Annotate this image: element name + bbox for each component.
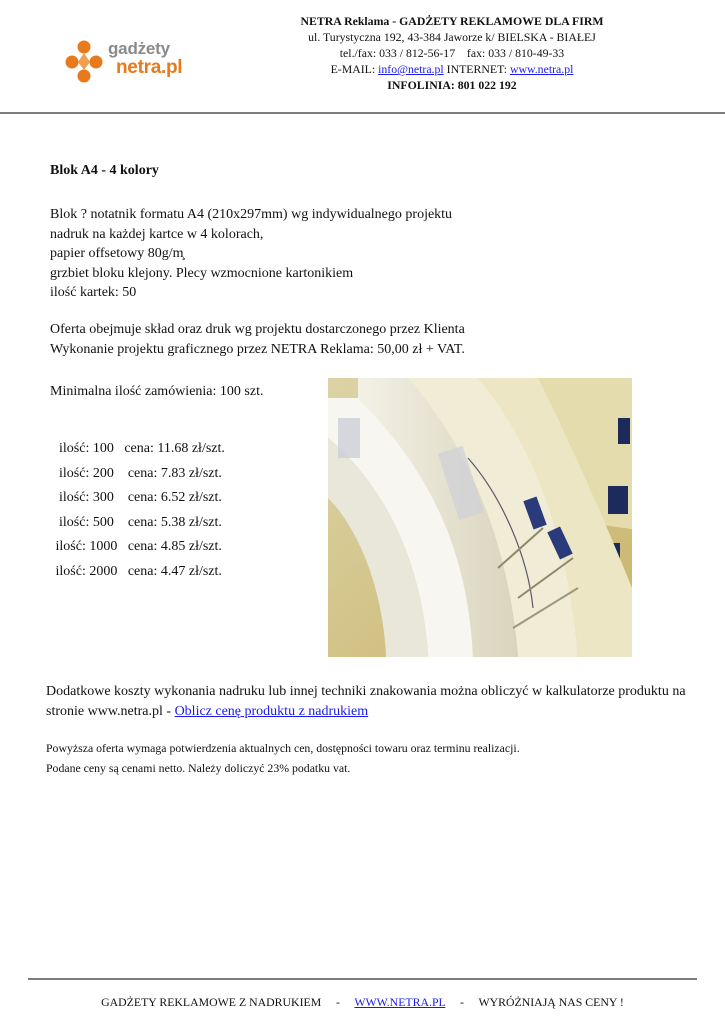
email-link[interactable]: info@netra.pl <box>378 62 444 76</box>
calculator-info <box>46 682 706 722</box>
product-description <box>50 205 452 303</box>
company-phones: tel./fax: 033 / 812-56-17 fax: 033 / 810-49-33 <box>339 46 565 60</box>
website-link[interactable]: www.netra.pl <box>509 62 574 76</box>
price-row: ilość: 500 cena: 5.38 zł/szt. <box>52 514 222 530</box>
price-row: ilość: 200 cena: 7.83 zł/szt. <box>52 465 222 481</box>
disclaimer-line: Powyższa oferta wymaga potwierdzenia aktualnych cen, dostępności towaru oraz terminu realizacji. <box>46 741 520 755</box>
company-logo <box>62 38 198 86</box>
price-row: ilość: 1000 cena: 4.85 zł/szt. <box>52 539 222 555</box>
price-row: ilość: 2000 cena: 4.47 zł/szt. <box>52 563 222 579</box>
logo-word-netra: netra.pl <box>116 57 183 78</box>
description-line: ilość kartek: 50 <box>50 285 137 300</box>
description-line: nadruk na każdej kartce w 4 kolorach, <box>50 226 264 242</box>
footer-left-text: GADŻETY REKLAMOWE Z NADRUKIEM - <box>101 995 355 1009</box>
infolinia: INFOLINIA: 801 022 192 <box>387 78 517 92</box>
product-title: Blok A4 - 4 kolory <box>50 163 159 178</box>
calculator-text: Dodatkowe koszty wykonania nadruku lub innej techniki znakowania można obliczyć w kalkulatorze produktu na stronie www.netra.pl - <box>46 684 686 719</box>
logo-word-gadzety: gadżety <box>108 39 170 58</box>
description-line: grzbiet bloku klejony. Plecy wzmocnione kartonikiem <box>50 265 354 281</box>
offer-line: Oferta obejmuje skład oraz druk wg projektu dostarczonego przez Klienta <box>50 322 465 337</box>
description-line: papier offsetowy 80g/m̧ <box>50 246 184 261</box>
contact-line <box>252 61 652 77</box>
email-label: E-MAIL: <box>330 62 379 76</box>
offer-info <box>50 320 465 359</box>
footer <box>0 995 725 1010</box>
calculator-link[interactable]: Oblicz cenę produktu z nadrukiem <box>174 704 369 719</box>
product-photo <box>328 378 632 657</box>
company-name: NETRA Reklama - GADŻETY REKLAMOWE DLA FIRM <box>300 14 604 28</box>
minimum-order: Minimalna ilość zamówienia: 100 szt. <box>50 384 264 399</box>
disclaimer-line: Podane ceny są cenami netto. Należy doliczyć 23% podatku vat. <box>46 761 351 775</box>
company-header <box>252 13 652 93</box>
internet-label: INTERNET: <box>443 62 510 76</box>
offer-line: Wykonanie projektu graficznego przez NETRA Reklama: 50,00 zł + VAT. <box>50 341 465 357</box>
footer-right-text: - WYRÓŻNIAJĄ NAS CENY ! <box>445 995 624 1009</box>
company-address: ul. Turystyczna 192, 43-384 Jaworze k/ BIELSKA - BIAŁEJ <box>308 30 596 44</box>
price-row: ilość: 300 cena: 6.52 zł/szt. <box>52 490 222 506</box>
price-row: ilość: 100 cena: 11.68 zł/szt. <box>52 441 225 456</box>
description-line: Blok ? notatnik formatu A4 (210x297mm) wg indywidualnego projektu <box>50 207 453 222</box>
footer-divider <box>28 978 697 980</box>
header-divider <box>0 112 725 114</box>
logo-dots-icon <box>62 38 108 86</box>
footer-website-link[interactable]: WWW.NETRA.PL <box>354 995 446 1009</box>
disclaimer <box>46 738 520 778</box>
price-list <box>52 441 225 589</box>
